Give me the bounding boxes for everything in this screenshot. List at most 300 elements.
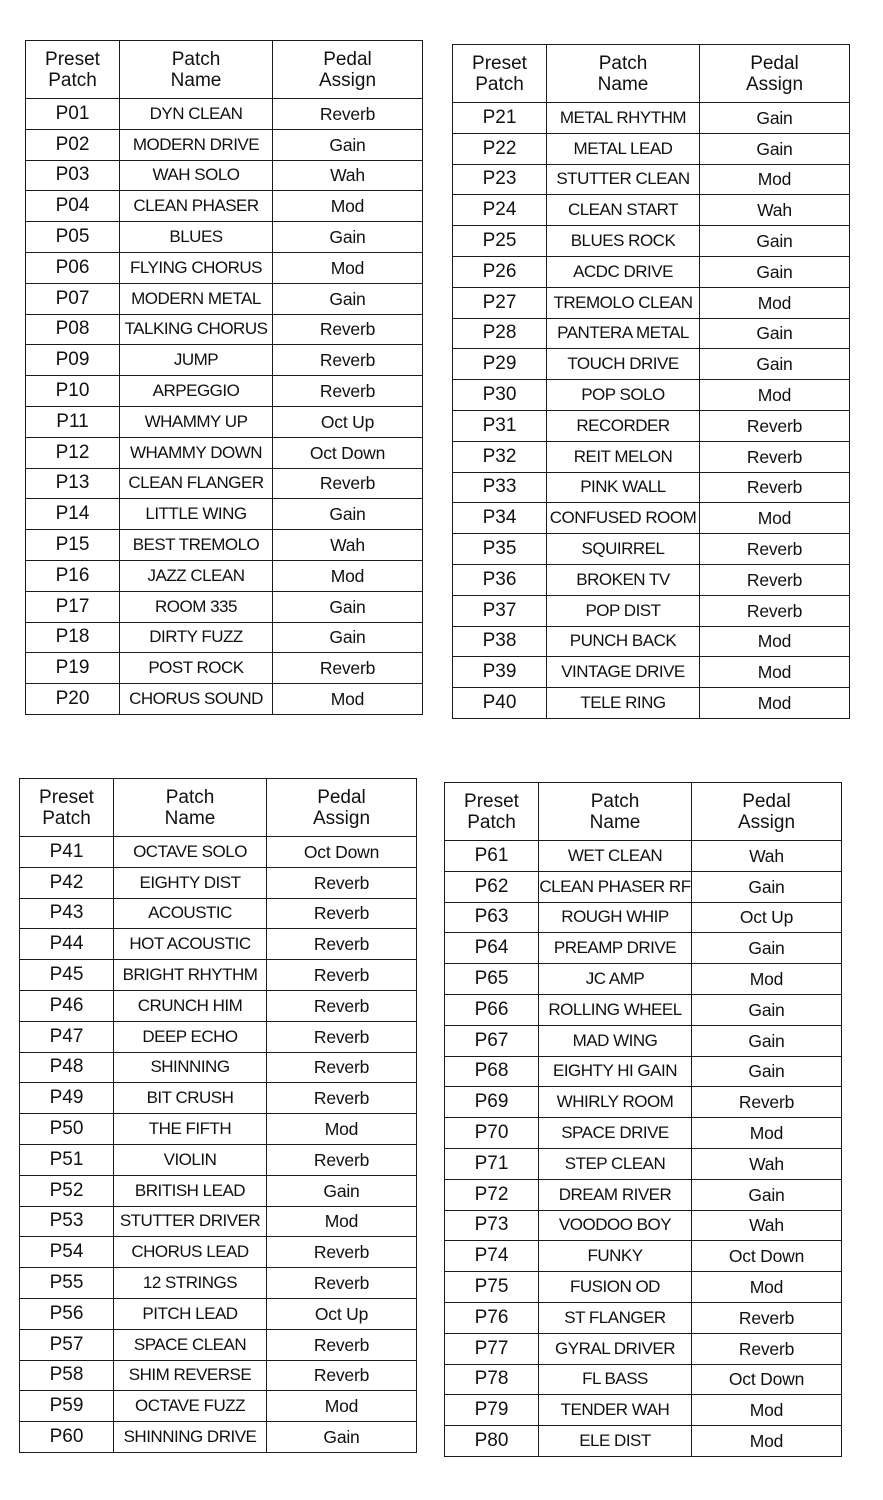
pedal-assign-cell: Wah bbox=[692, 1148, 842, 1179]
preset-patch-cell: P02 bbox=[26, 129, 120, 160]
pedal-assign-cell: Reverb bbox=[267, 1329, 417, 1360]
patch-name-cell: WET CLEAN bbox=[539, 841, 692, 872]
patch-name-cell: POP DIST bbox=[547, 595, 700, 626]
table-row bbox=[453, 287, 850, 318]
preset-patch-cell: P15 bbox=[26, 530, 120, 561]
preset-patch-cell: P32 bbox=[453, 441, 547, 472]
pedal-assign-cell: Reverb bbox=[273, 653, 423, 684]
pedal-assign-cell: Gain bbox=[700, 226, 850, 257]
patch-name-cell: PANTERA METAL bbox=[547, 318, 700, 349]
patch-name-cell: ACDC DRIVE bbox=[547, 256, 700, 287]
pedal-assign-cell: Oct Up bbox=[267, 1298, 417, 1329]
header-pedal-assign bbox=[692, 783, 842, 841]
pedal-assign-cell: Wah bbox=[692, 841, 842, 872]
patch-name-cell: CHORUS LEAD bbox=[114, 1237, 267, 1268]
pedal-assign-cell: Reverb bbox=[692, 1302, 842, 1333]
preset-patch-cell: P63 bbox=[445, 902, 539, 933]
header-text: Name bbox=[170, 69, 222, 91]
table-row bbox=[453, 103, 850, 134]
header-preset-patch bbox=[20, 779, 114, 837]
table-row bbox=[453, 503, 850, 534]
preset-patch-cell: P70 bbox=[445, 1118, 539, 1149]
patch-name-cell: RECORDER bbox=[547, 410, 700, 441]
preset-patch-cell: P09 bbox=[26, 345, 120, 376]
preset-patch-cell: P51 bbox=[20, 1144, 114, 1175]
preset-table-p61-p80 bbox=[444, 782, 842, 1457]
pedal-assign-cell: Reverb bbox=[267, 1144, 417, 1175]
patch-name-cell: CLEAN START bbox=[547, 195, 700, 226]
pedal-assign-cell: Gain bbox=[692, 1056, 842, 1087]
patch-name-cell: TENDER WAH bbox=[539, 1395, 692, 1426]
header-text: Patch bbox=[165, 786, 215, 808]
pedal-assign-cell: Reverb bbox=[700, 534, 850, 565]
pedal-assign-cell: Mod bbox=[692, 964, 842, 995]
header-text: Patch bbox=[475, 73, 524, 95]
preset-patch-cell: P66 bbox=[445, 994, 539, 1025]
preset-patch-cell: P29 bbox=[453, 349, 547, 380]
header-row bbox=[453, 45, 850, 103]
header-patch-name bbox=[547, 45, 700, 103]
preset-patch-cell: P20 bbox=[26, 684, 120, 715]
table-row bbox=[20, 1175, 417, 1206]
table-row bbox=[445, 1426, 842, 1457]
header-text: Patch bbox=[598, 52, 648, 74]
pedal-assign-cell: Reverb bbox=[700, 441, 850, 472]
preset-patch-cell: P76 bbox=[445, 1302, 539, 1333]
preset-patch-cell: P68 bbox=[445, 1056, 539, 1087]
patch-name-cell: OCTAVE SOLO bbox=[114, 837, 267, 868]
patch-name-cell: TOUCH DRIVE bbox=[547, 349, 700, 380]
patch-name-cell: POST ROCK bbox=[120, 653, 273, 684]
header-patch-name bbox=[114, 779, 267, 837]
preset-patch-cell: P45 bbox=[20, 960, 114, 991]
header-text: Patch bbox=[42, 807, 91, 829]
preset-patch-cell: P71 bbox=[445, 1148, 539, 1179]
pedal-assign-cell: Mod bbox=[273, 252, 423, 283]
patch-name-cell: SHINNING bbox=[114, 1052, 267, 1083]
preset-patch-cell: P42 bbox=[20, 867, 114, 898]
patch-name-cell: BEST TREMOLO bbox=[120, 530, 273, 561]
pedal-assign-cell: Gain bbox=[700, 349, 850, 380]
preset-patch-cell: P53 bbox=[20, 1206, 114, 1237]
table-row bbox=[26, 191, 423, 222]
pedal-assign-cell: Mod bbox=[692, 1395, 842, 1426]
preset-patch-cell: P07 bbox=[26, 283, 120, 314]
patch-name-cell: PUNCH BACK bbox=[547, 626, 700, 657]
table-row bbox=[26, 499, 423, 530]
table-row bbox=[26, 160, 423, 191]
preset-patch-cell: P34 bbox=[453, 503, 547, 534]
pedal-assign-cell: Mod bbox=[692, 1272, 842, 1303]
preset-patch-cell: P46 bbox=[20, 990, 114, 1021]
patch-name-cell: DREAM RIVER bbox=[539, 1179, 692, 1210]
patch-name-cell: LITTLE WING bbox=[120, 499, 273, 530]
header-text: Preset bbox=[39, 786, 94, 808]
patch-name-cell: POP SOLO bbox=[547, 380, 700, 411]
header-row bbox=[20, 779, 417, 837]
pedal-assign-cell: Mod bbox=[267, 1114, 417, 1145]
table-row bbox=[26, 283, 423, 314]
table-row bbox=[20, 1083, 417, 1114]
table-row bbox=[445, 1333, 842, 1364]
pedal-assign-cell: Gain bbox=[273, 283, 423, 314]
preset-patch-cell: P56 bbox=[20, 1298, 114, 1329]
table-row bbox=[26, 653, 423, 684]
table-row bbox=[453, 195, 850, 226]
table-row bbox=[453, 626, 850, 657]
pedal-assign-cell: Mod bbox=[700, 657, 850, 688]
pedal-assign-cell: Gain bbox=[700, 256, 850, 287]
header-text: Pedal bbox=[742, 790, 791, 812]
header-text: Patch bbox=[467, 811, 516, 833]
patch-name-cell: PREAMP DRIVE bbox=[539, 933, 692, 964]
patch-name-cell: PITCH LEAD bbox=[114, 1298, 267, 1329]
preset-patch-cell: P33 bbox=[453, 472, 547, 503]
table-row bbox=[20, 1237, 417, 1268]
pedal-assign-cell: Gain bbox=[273, 622, 423, 653]
preset-patch-cell: P69 bbox=[445, 1087, 539, 1118]
table-row bbox=[20, 1114, 417, 1145]
table-row bbox=[445, 871, 842, 902]
table-row bbox=[26, 622, 423, 653]
header-pedal-assign bbox=[273, 41, 423, 99]
table-row bbox=[445, 1302, 842, 1333]
preset-patch-cell: P38 bbox=[453, 626, 547, 657]
preset-patch-cell: P44 bbox=[20, 929, 114, 960]
patch-name-cell: DYN CLEAN bbox=[120, 99, 273, 130]
patch-name-cell: ACOUSTIC bbox=[114, 898, 267, 929]
table-row bbox=[26, 222, 423, 253]
preset-patch-cell: P17 bbox=[26, 591, 120, 622]
table-row bbox=[26, 345, 423, 376]
pedal-assign-cell: Oct Down bbox=[273, 437, 423, 468]
table-row bbox=[26, 129, 423, 160]
pedal-assign-cell: Reverb bbox=[267, 1083, 417, 1114]
preset-patch-cell: P12 bbox=[26, 437, 120, 468]
preset-patch-cell: P04 bbox=[26, 191, 120, 222]
patch-name-cell: ARPEGGIO bbox=[120, 376, 273, 407]
patch-name-cell: VINTAGE DRIVE bbox=[547, 657, 700, 688]
header-row bbox=[445, 783, 842, 841]
patch-name-cell: WHAMMY DOWN bbox=[120, 437, 273, 468]
patch-name-cell: FUSION OD bbox=[539, 1272, 692, 1303]
preset-patch-cell: P25 bbox=[453, 226, 547, 257]
pedal-assign-cell: Reverb bbox=[273, 468, 423, 499]
pedal-assign-cell: Reverb bbox=[267, 929, 417, 960]
pedal-assign-cell: Gain bbox=[692, 933, 842, 964]
preset-patch-cell: P39 bbox=[453, 657, 547, 688]
preset-table-p41-p60 bbox=[19, 778, 417, 1453]
pedal-assign-cell: Reverb bbox=[267, 898, 417, 929]
header-text: Patch bbox=[590, 790, 640, 812]
patch-name-cell: WHIRLY ROOM bbox=[539, 1087, 692, 1118]
table-row bbox=[20, 1268, 417, 1299]
table-row bbox=[26, 314, 423, 345]
pedal-assign-cell: Reverb bbox=[267, 1052, 417, 1083]
pedal-assign-cell: Mod bbox=[700, 287, 850, 318]
preset-patch-cell: P73 bbox=[445, 1210, 539, 1241]
patch-name-cell: ST FLANGER bbox=[539, 1302, 692, 1333]
table-row bbox=[20, 1329, 417, 1360]
patch-name-cell: PINK WALL bbox=[547, 472, 700, 503]
pedal-assign-cell: Reverb bbox=[273, 99, 423, 130]
preset-patch-cell: P55 bbox=[20, 1268, 114, 1299]
table-row bbox=[453, 349, 850, 380]
preset-patch-cell: P36 bbox=[453, 564, 547, 595]
pedal-assign-cell: Mod bbox=[273, 684, 423, 715]
patch-name-cell: ELE DIST bbox=[539, 1426, 692, 1457]
table-row bbox=[26, 684, 423, 715]
preset-patch-cell: P79 bbox=[445, 1395, 539, 1426]
pedal-assign-cell: Wah bbox=[700, 195, 850, 226]
pedal-assign-cell: Oct Down bbox=[267, 837, 417, 868]
patch-name-cell: STEP CLEAN bbox=[539, 1148, 692, 1179]
preset-patch-cell: P78 bbox=[445, 1364, 539, 1395]
preset-patch-cell: P61 bbox=[445, 841, 539, 872]
header-text: Preset bbox=[464, 790, 519, 812]
pedal-assign-cell: Mod bbox=[273, 560, 423, 591]
preset-patch-cell: P57 bbox=[20, 1329, 114, 1360]
preset-patch-cell: P24 bbox=[453, 195, 547, 226]
header-preset-patch bbox=[453, 45, 547, 103]
pedal-assign-cell: Wah bbox=[692, 1210, 842, 1241]
pedal-assign-cell: Mod bbox=[273, 191, 423, 222]
table-row bbox=[26, 530, 423, 561]
preset-patch-cell: P05 bbox=[26, 222, 120, 253]
header-text: Name bbox=[589, 811, 641, 833]
patch-name-cell: MAD WING bbox=[539, 1025, 692, 1056]
patch-name-cell: CLEAN FLANGER bbox=[120, 468, 273, 499]
pedal-assign-cell: Reverb bbox=[273, 314, 423, 345]
table-row bbox=[20, 1052, 417, 1083]
header-preset-patch bbox=[445, 783, 539, 841]
pedal-assign-cell: Gain bbox=[700, 318, 850, 349]
table-row bbox=[445, 1148, 842, 1179]
patch-name-cell: DIRTY FUZZ bbox=[120, 622, 273, 653]
table-row bbox=[20, 990, 417, 1021]
patch-name-cell: BLUES ROCK bbox=[547, 226, 700, 257]
table-row bbox=[453, 688, 850, 719]
pedal-assign-cell: Oct Down bbox=[692, 1364, 842, 1395]
table-row bbox=[453, 534, 850, 565]
patch-name-cell: ROOM 335 bbox=[120, 591, 273, 622]
patch-name-cell: JUMP bbox=[120, 345, 273, 376]
pedal-assign-cell: Reverb bbox=[700, 564, 850, 595]
pedal-assign-cell: Reverb bbox=[267, 960, 417, 991]
patch-name-cell: CLEAN PHASER bbox=[120, 191, 273, 222]
preset-patch-cell: P28 bbox=[453, 318, 547, 349]
preset-patch-cell: P64 bbox=[445, 933, 539, 964]
pedal-assign-cell: Gain bbox=[692, 1179, 842, 1210]
pedal-assign-cell: Reverb bbox=[267, 1360, 417, 1391]
patch-name-cell: WHAMMY UP bbox=[120, 406, 273, 437]
table-row bbox=[445, 1025, 842, 1056]
patch-name-cell: SQUIRREL bbox=[547, 534, 700, 565]
preset-patch-cell: P67 bbox=[445, 1025, 539, 1056]
preset-patch-cell: P11 bbox=[26, 406, 120, 437]
pedal-assign-cell: Gain bbox=[700, 103, 850, 134]
pedal-assign-cell: Reverb bbox=[267, 1237, 417, 1268]
pedal-assign-cell: Mod bbox=[700, 626, 850, 657]
pedal-assign-cell: Mod bbox=[267, 1391, 417, 1422]
preset-patch-cell: P30 bbox=[453, 380, 547, 411]
preset-patch-cell: P47 bbox=[20, 1021, 114, 1052]
patch-name-cell: FLYING CHORUS bbox=[120, 252, 273, 283]
table-row bbox=[445, 1087, 842, 1118]
table-row bbox=[26, 252, 423, 283]
pedal-assign-cell: Oct Up bbox=[273, 406, 423, 437]
table-row bbox=[453, 164, 850, 195]
patch-name-cell: EIGHTY DIST bbox=[114, 867, 267, 898]
table-row bbox=[20, 1021, 417, 1052]
preset-patch-cell: P41 bbox=[20, 837, 114, 868]
pedal-assign-cell: Reverb bbox=[692, 1333, 842, 1364]
preset-patch-cell: P58 bbox=[20, 1360, 114, 1391]
patch-name-cell: STUTTER DRIVER bbox=[114, 1206, 267, 1237]
pedal-assign-cell: Reverb bbox=[700, 595, 850, 626]
header-text: Name bbox=[164, 807, 216, 829]
table-row bbox=[20, 837, 417, 868]
header-text: Pedal bbox=[323, 48, 372, 70]
pedal-assign-cell: Mod bbox=[700, 380, 850, 411]
header-patch-name bbox=[120, 41, 273, 99]
pedal-assign-cell: Gain bbox=[273, 499, 423, 530]
table-row bbox=[453, 657, 850, 688]
table-row bbox=[445, 1241, 842, 1272]
pedal-assign-cell: Reverb bbox=[267, 1268, 417, 1299]
table-row bbox=[26, 99, 423, 130]
pedal-assign-cell: Reverb bbox=[700, 472, 850, 503]
patch-name-cell: 12 STRINGS bbox=[114, 1268, 267, 1299]
patch-name-cell: VOODOO BOY bbox=[539, 1210, 692, 1241]
patch-name-cell: BLUES bbox=[120, 222, 273, 253]
preset-patch-cell: P01 bbox=[26, 99, 120, 130]
table-row bbox=[20, 1206, 417, 1237]
preset-patch-cell: P21 bbox=[453, 103, 547, 134]
pedal-assign-cell: Mod bbox=[700, 503, 850, 534]
preset-patch-cell: P14 bbox=[26, 499, 120, 530]
table-row bbox=[453, 595, 850, 626]
patch-name-cell: TELE RING bbox=[547, 688, 700, 719]
patch-name-cell: METAL RHYTHM bbox=[547, 103, 700, 134]
table-row bbox=[20, 1422, 417, 1453]
table-row bbox=[445, 964, 842, 995]
pedal-assign-cell: Gain bbox=[692, 1025, 842, 1056]
preset-patch-cell: P48 bbox=[20, 1052, 114, 1083]
header-preset-patch bbox=[26, 41, 120, 99]
patch-name-cell: MODERN METAL bbox=[120, 283, 273, 314]
preset-patch-cell: P75 bbox=[445, 1272, 539, 1303]
patch-name-cell: HOT ACOUSTIC bbox=[114, 929, 267, 960]
table-row bbox=[453, 441, 850, 472]
pedal-assign-cell: Reverb bbox=[700, 410, 850, 441]
preset-patch-cell: P54 bbox=[20, 1237, 114, 1268]
header-pedal-assign bbox=[267, 779, 417, 837]
preset-patch-cell: P40 bbox=[453, 688, 547, 719]
preset-patch-cell: P59 bbox=[20, 1391, 114, 1422]
patch-name-cell: METAL LEAD bbox=[547, 133, 700, 164]
preset-patch-cell: P37 bbox=[453, 595, 547, 626]
preset-patch-cell: P50 bbox=[20, 1114, 114, 1145]
table-row bbox=[445, 841, 842, 872]
table-row bbox=[445, 1272, 842, 1303]
header-pedal-assign bbox=[700, 45, 850, 103]
pedal-assign-cell: Gain bbox=[692, 994, 842, 1025]
pedal-assign-cell: Mod bbox=[267, 1206, 417, 1237]
preset-patch-cell: P80 bbox=[445, 1426, 539, 1457]
preset-table-p21-p40 bbox=[452, 44, 850, 719]
preset-patch-cell: P77 bbox=[445, 1333, 539, 1364]
patch-name-cell: FUNKY bbox=[539, 1241, 692, 1272]
patch-name-cell: FL BASS bbox=[539, 1364, 692, 1395]
preset-patch-cell: P19 bbox=[26, 653, 120, 684]
patch-name-cell: GYRAL DRIVER bbox=[539, 1333, 692, 1364]
patch-name-cell: ROUGH WHIP bbox=[539, 902, 692, 933]
patch-name-cell: SPACE DRIVE bbox=[539, 1118, 692, 1149]
header-text: Preset bbox=[472, 52, 527, 74]
pedal-assign-cell: Oct Down bbox=[692, 1241, 842, 1272]
header-text: Pedal bbox=[317, 786, 366, 808]
table-row bbox=[445, 994, 842, 1025]
pedal-assign-cell: Gain bbox=[273, 591, 423, 622]
pedal-assign-cell: Wah bbox=[273, 530, 423, 561]
preset-patch-cell: P26 bbox=[453, 256, 547, 287]
patch-name-cell: CLEAN PHASER RF bbox=[539, 871, 692, 902]
preset-patch-cell: P13 bbox=[26, 468, 120, 499]
patch-name-cell: WAH SOLO bbox=[120, 160, 273, 191]
header-patch-name bbox=[539, 783, 692, 841]
header-text: Assign bbox=[318, 69, 377, 91]
table-row bbox=[20, 898, 417, 929]
preset-patch-cell: P52 bbox=[20, 1175, 114, 1206]
patch-name-cell: DEEP ECHO bbox=[114, 1021, 267, 1052]
patch-name-cell: BROKEN TV bbox=[547, 564, 700, 595]
preset-patch-cell: P03 bbox=[26, 160, 120, 191]
preset-patch-cell: P22 bbox=[453, 133, 547, 164]
header-text: Preset bbox=[45, 48, 100, 70]
patch-name-cell: EIGHTY HI GAIN bbox=[539, 1056, 692, 1087]
header-text: Pedal bbox=[750, 52, 799, 74]
patch-name-cell: JC AMP bbox=[539, 964, 692, 995]
patch-name-cell: TREMOLO CLEAN bbox=[547, 287, 700, 318]
patch-name-cell: ROLLING WHEEL bbox=[539, 994, 692, 1025]
table-row bbox=[20, 1298, 417, 1329]
preset-patch-cell: P65 bbox=[445, 964, 539, 995]
patch-name-cell: SHINNING DRIVE bbox=[114, 1422, 267, 1453]
table-row bbox=[20, 1144, 417, 1175]
patch-name-cell: JAZZ CLEAN bbox=[120, 560, 273, 591]
table-row bbox=[20, 867, 417, 898]
pedal-assign-cell: Gain bbox=[273, 129, 423, 160]
table-row bbox=[453, 318, 850, 349]
pedal-assign-cell: Gain bbox=[267, 1422, 417, 1453]
preset-patch-cell: P31 bbox=[453, 410, 547, 441]
table-row bbox=[26, 468, 423, 499]
pedal-assign-cell: Gain bbox=[267, 1175, 417, 1206]
header-text: Patch bbox=[48, 69, 97, 91]
pedal-assign-cell: Mod bbox=[692, 1118, 842, 1149]
table-row bbox=[453, 380, 850, 411]
pedal-assign-cell: Reverb bbox=[273, 376, 423, 407]
header-text: Assign bbox=[737, 811, 796, 833]
preset-patch-cell: P74 bbox=[445, 1241, 539, 1272]
table-row bbox=[445, 1395, 842, 1426]
pedal-assign-cell: Reverb bbox=[267, 867, 417, 898]
patch-name-cell: CRUNCH HIM bbox=[114, 990, 267, 1021]
patch-name-cell: STUTTER CLEAN bbox=[547, 164, 700, 195]
table-row bbox=[26, 591, 423, 622]
pedal-assign-cell: Gain bbox=[700, 133, 850, 164]
